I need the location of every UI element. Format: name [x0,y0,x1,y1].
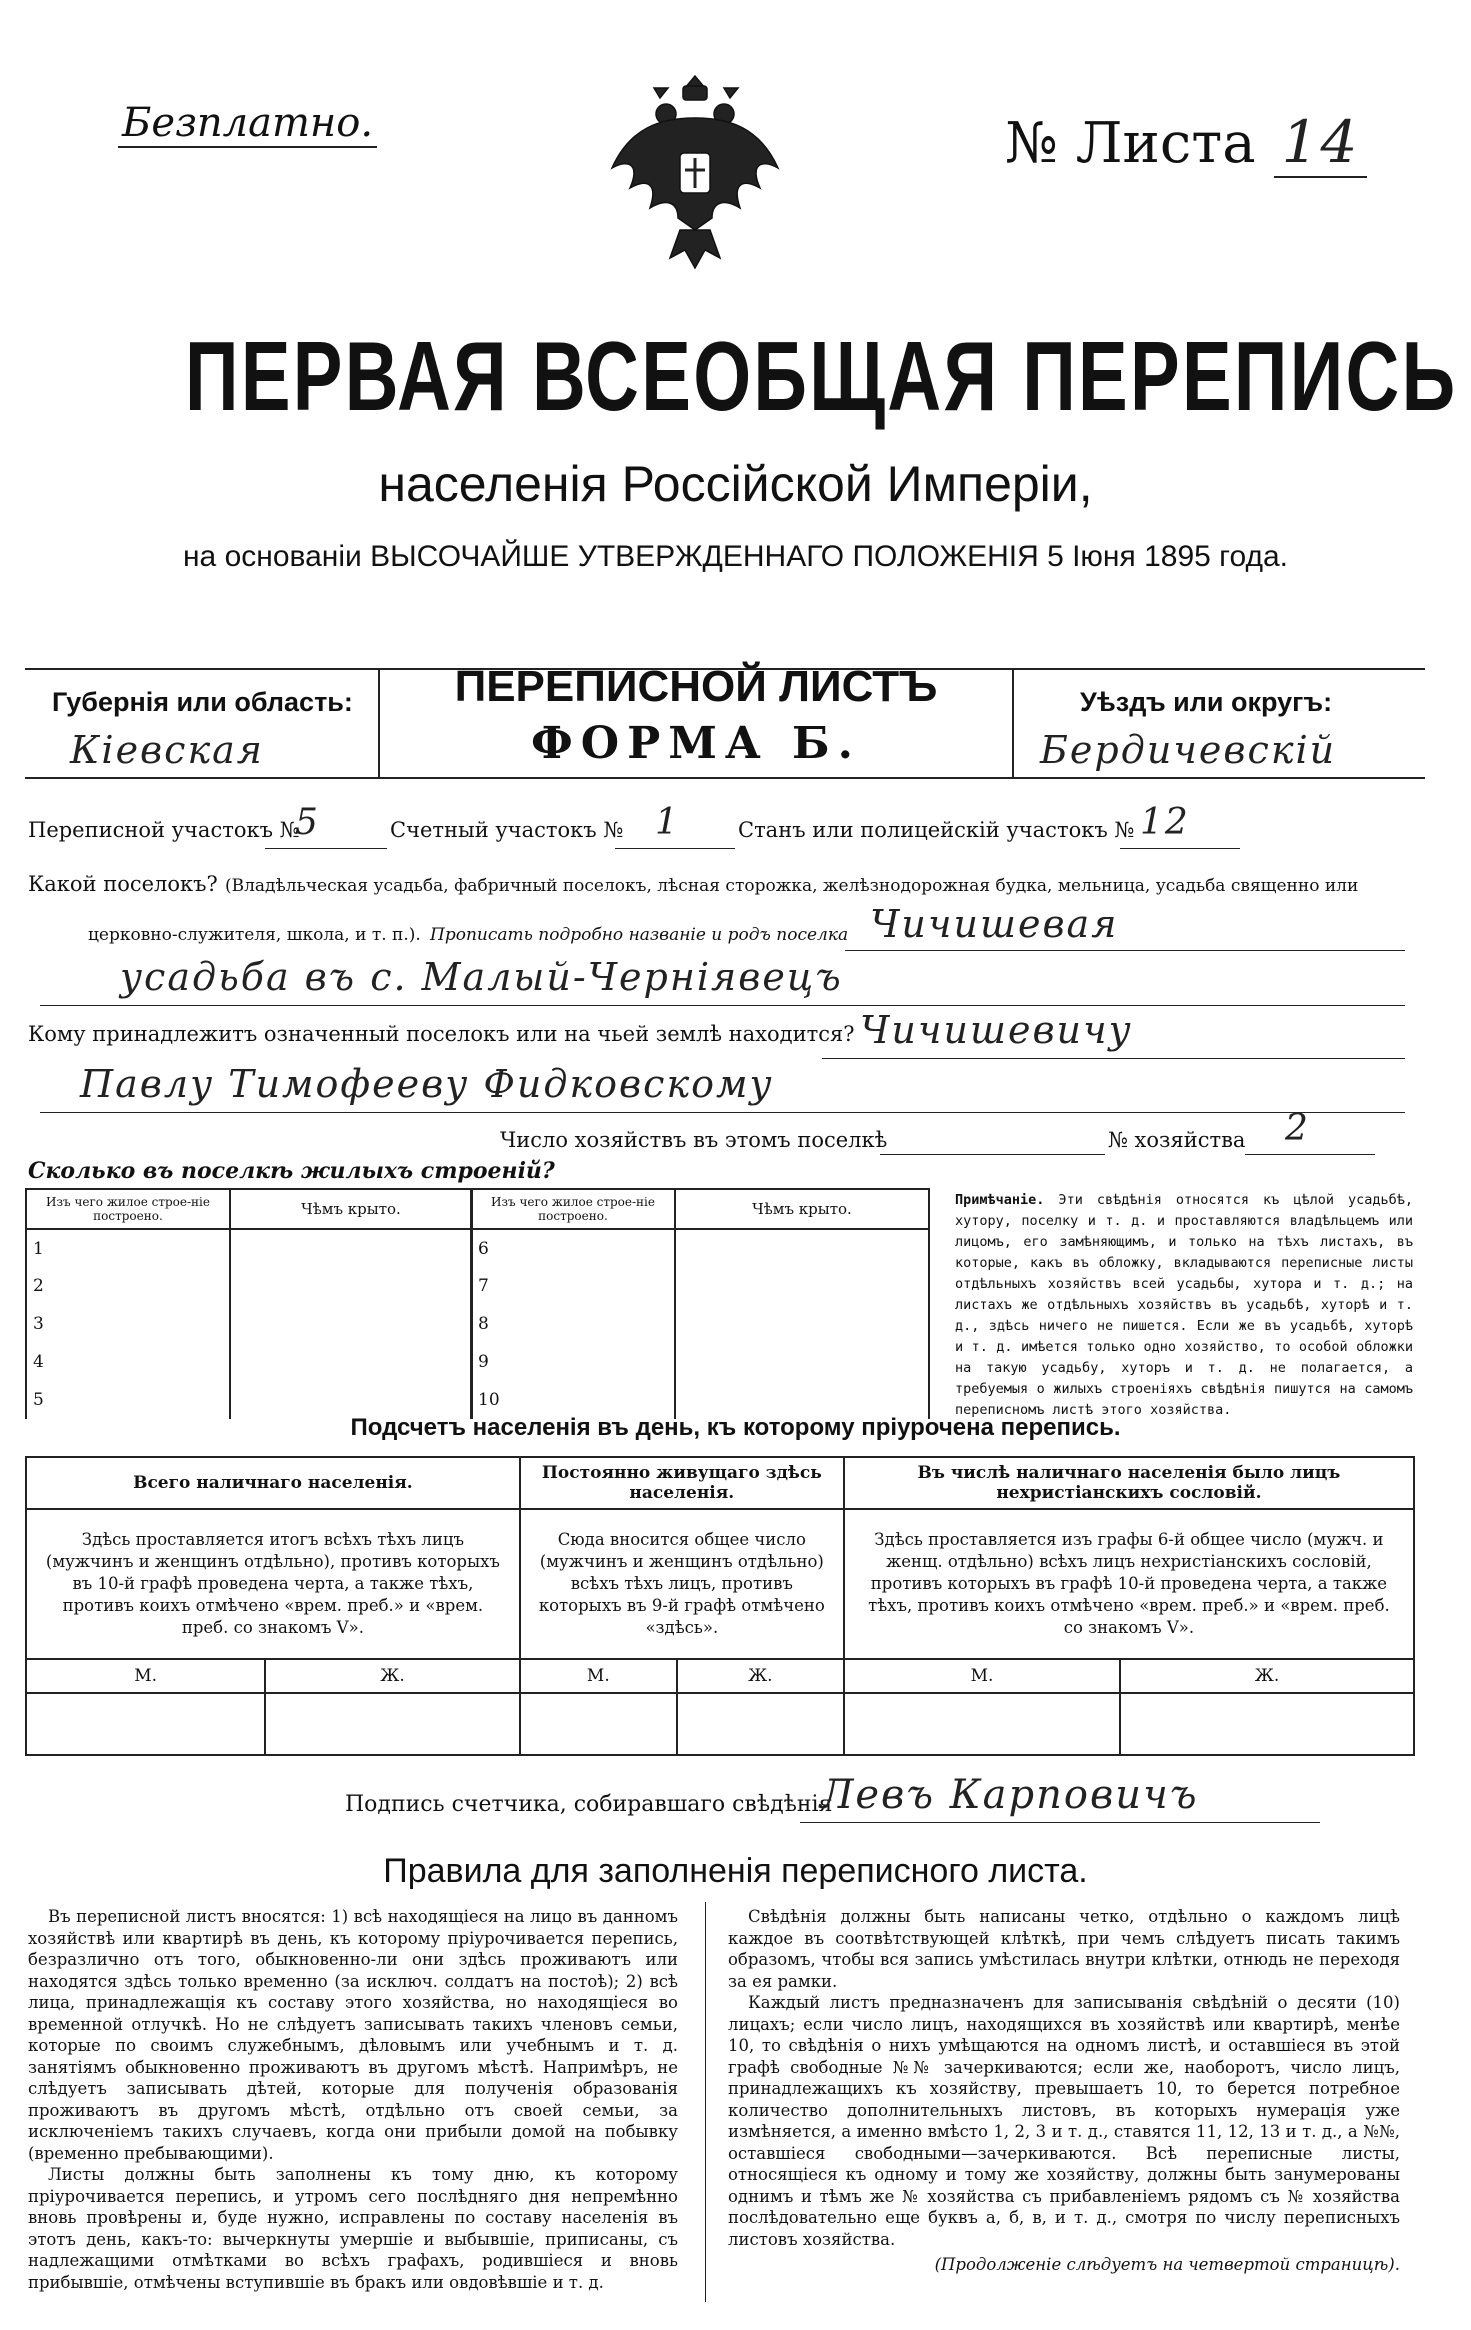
settlement-question: Какой поселокъ? [28,872,218,896]
rules-right-paragraph-1: Свѣдѣнія должны быть написаны четко, отдѣльно о каждомъ лицѣ каждое въ соотвѣтствующей клѣткѣ, при чемъ слѣдуетъ писать такимъ образомъ, чтобы вся запись умѣстилась внутри клѣтки, отнюдь не переходя за ея рамки. [728,1907,1400,1991]
owner-line-1 [822,1058,1405,1059]
male-column-label: М. [26,1659,265,1693]
province-label: Губернія или область: [52,687,353,717]
male-count-cell [844,1693,1120,1755]
sheet-number: 14 [1274,108,1368,178]
census-basis: на основаніи ВЫСОЧАЙШЕ УТВЕРЖДЕННАГО ПОЛОЖЕНІЯ 5 Іюня 1895 года. [182,540,1288,573]
rules-right-column [728,1906,1400,2276]
sheet-label: № Листа [1005,111,1256,176]
note-title: Примѣчаніе. [955,1192,1045,1208]
signature-label: Подпись счетчика, собиравшаго свѣдѣнія [345,1792,833,1817]
building-roof-cell [675,1229,929,1267]
female-column-label: Ж. [265,1659,520,1693]
building-row [26,1305,472,1343]
settlement-value-1: Чичишевая [870,902,1119,946]
police-section-line [1120,848,1240,849]
rules-title: Правила для заполненія переписного листа. [383,1852,1088,1890]
population-column-header: Всего наличнаго населенія. [26,1457,520,1509]
building-row [471,1267,929,1305]
building-row-number: 6 [471,1229,675,1267]
counter-signature: Левъ Карповичъ [820,1772,1199,1818]
building-row-number: 3 [26,1305,230,1343]
form-header-rule-bottom [25,777,1425,779]
free-label: Безплатно. [118,100,377,148]
households-count-label: Число хозяйствъ въ этомъ поселкѣ [500,1128,888,1152]
male-count-cell [26,1693,265,1755]
rules-right-paragraph-2: Каждый листъ предназначенъ для записыванія свѣдѣній о десяти (10) лицахъ; если число лицъ, находящихся въ хозяйствѣ или квартирѣ, менѣе 10, то свѣдѣнія о нихъ умѣщаются на одномъ листѣ, и оставшіеся въ этой графѣ свободные №№ зачеркиваются; если же, наоборотъ, число лицъ, принадлежащихъ къ хозяйству, превышаетъ 10, то берется потребное количество дополнительныхъ листовъ, въ которыхъ нумерація уже измѣняется, а именно вмѣсто 1, 2, 3 и т. д., ставятся 11, 12, 13 и т. д., а №№, оставшіеся свободными—зачеркиваются. Всѣ переписные листы, относящіеся къ одному и тому же хозяйству, должны быть занумерованы однимъ и тѣмъ же № хозяйства съ прибавленіемъ рядомъ съ № хозяйства послѣдовательно еще буквъ а, б, в, и т. д., смотря по числу переписныхъ листовъ хозяйства. [728,1993,1400,2249]
rules-column-divider [705,1902,706,2302]
male-column-label: М. [520,1659,677,1693]
building-row [26,1229,472,1267]
female-column-label: Ж. [1120,1659,1414,1693]
building-row-number: 8 [471,1305,675,1343]
rules-left-paragraph-1: Въ переписной листъ вносятся: 1) всѣ находящіеся на лицо въ данномъ хозяйствѣ или квартирѣ въ день, къ которому пріурочивается перепись, безразлично отъ того, обыкновенно-ли они здѣсь проживаютъ или находятся здѣсь только временно (за исключ. солдатъ на постоѣ); 2) всѣ лица, принадлежащія къ составу этого хозяйства, но находящіеся во временной отлучкѣ. Но не слѣдуетъ записывать такихъ членовъ семьи, которые по своимъ служебнымъ, дѣловымъ или учебнымъ и т. д. занятіямъ обыкновенно проживаютъ въ другомъ мѣстѣ. Напримѣръ, не слѣдуетъ записывать дѣтей, которые для полученія образованія проживаютъ въ другомъ мѣстѣ, отдѣльно отъ своей семьи, за исключеніемъ такихъ случаевъ, когда они прибыли домой на побывку (временно пребывающими). [28,1907,678,2163]
settlement-value-2: усадьба въ с. Малый-Черніявецъ [120,955,843,999]
female-count-cell [677,1693,844,1755]
female-column-label: Ж. [677,1659,844,1693]
settlement-hint-3: Прописать подробно названіе и родъ поселка [430,925,849,945]
household-number-line [1245,1154,1375,1155]
province-value: Кіевская [70,728,264,772]
settlement-hint-2: церковно-служителя, школа, и т. п.). [88,925,421,945]
building-roof-cell [230,1267,472,1305]
district-value: Бердичевскій [1040,728,1337,772]
building-roof-cell [230,1343,472,1381]
buildings-table-right [470,1188,930,1419]
rules-left-paragraph-2: Листы должны быть заполнены къ тому дню, къ которому пріурочивается перепись, и утромъ сего послѣдняго дня непремѣнно вновь провѣрены и, буде нужно, исправлены по составу населенія въ этотъ день, какъ-то: вычеркнуты умершіе и выбывшіе, приписаны, съ надлежащими отмѣтками во всѣхъ графахъ, родившіеся и вновь прибывшіе, отмѣчены вступившіе въ бракъ или овдовѣвшіе и т. д. [28,2165,678,2292]
census-section-line [265,848,387,849]
settlement-line-2 [40,1005,1405,1006]
form-title: ПЕРЕПИСНОЙ ЛИСТЪ [454,662,938,711]
police-section-value: 12 [1140,802,1190,843]
population-column-description: Здѣсь проставляется итогъ всѣхъ тѣхъ лицъ (мужчинъ и женщинъ отдѣльно), противъ которыхъ въ 10-й графѣ проведена черта, а также тѣхъ, противъ коихъ отмѣчено «врем. преб.» и «врем. преб. со знакомъ V». [26,1509,520,1659]
col-material-header: Изъ чего жилое строе-ніе построено. [471,1189,675,1229]
col-roof-header: Чѣмъ крыто. [230,1189,472,1229]
census-section-label: Переписной участокъ № [28,818,300,842]
household-number-value: 2 [1285,1108,1310,1149]
building-row-number: 1 [26,1229,230,1267]
counting-section-label: Счетный участокъ № [390,818,624,842]
building-row [471,1305,929,1343]
building-row-number: 9 [471,1343,675,1381]
female-count-cell [1120,1693,1414,1755]
population-column-header: Постоянно живущаго здѣсь населенія. [520,1457,844,1509]
note-block [955,1190,1413,1421]
owner-value-1: Чичишевичу [860,1008,1133,1052]
building-row-number: 4 [26,1343,230,1381]
settlement-hint-1: (Владѣльческая усадьба, фабричный поселокъ, лѣсная сторожка, желѣзнодорожная будка, мельница, усадьба священно или [225,876,1359,896]
household-number-label: № хозяйства [1108,1128,1246,1152]
male-column-label: М. [844,1659,1120,1693]
form-header-divider-right [1012,668,1014,778]
note-text: Эти свѣдѣнія относятся къ цѣлой усадьбѣ, хутору, поселку и т. д. и проставляются владѣльцемъ или лицомъ, его замѣняющимъ, и только на тѣхъ листахъ, въ которые, какъ въ обложку, вкладываются переписные листы отдѣльныхъ хозяйствъ всей усадьбы, хутора и т. д.; на листахъ же отдѣльныхъ хозяйствъ въ усадьбѣ, хуторѣ и т. д., здѣсь ничего не пишется. Если же въ усадьбѣ, хуторѣ и т. д. имѣется только одно хозяйство, то особой обложки на такую усадьбу, хуторъ и т. д. не полагается, а требуемыя о жилыхъ строеніяхъ свѣдѣнія пишутся на самомъ переписномъ листѣ этого хозяйства. [955,1192,1413,1418]
building-row [26,1343,472,1381]
census-section-value: 5 [295,802,320,843]
building-row-number: 7 [471,1267,675,1305]
counting-section-line [615,848,735,849]
counting-section-value: 1 [655,802,680,843]
imperial-eagle-emblem [600,58,790,278]
population-title: Подсчетъ населенія въ день, къ которому пріурочена перепись. [350,1414,1121,1441]
building-row [26,1267,472,1305]
census-subtitle: населенія Россійской Имперіи, [378,456,1093,512]
signature-line [800,1822,1320,1823]
owner-line-2 [40,1112,1405,1113]
buildings-table-left [25,1188,473,1419]
population-table [25,1456,1415,1756]
building-row-number: 10 [471,1381,675,1419]
census-title: ПЕРВАЯ ВСЕОБЩАЯ ПЕРЕПИСЬ [185,321,1458,431]
building-row-number: 2 [26,1267,230,1305]
owner-value-2: Павлу Тимофееву Фидковскому [80,1062,774,1106]
households-count-line [880,1154,1105,1155]
building-roof-cell [230,1229,472,1267]
male-count-cell [520,1693,677,1755]
owner-question: Кому принадлежитъ означенный поселокъ или на чьей землѣ находится? [28,1022,855,1046]
population-column-description: Здѣсь проставляется изъ графы 6-й общее число (мужч. и женщ. отдѣльно) всѣхъ лицъ нехристіанскихъ сословій, противъ которыхъ въ графѣ 10-й проведена черта, а также тѣхъ, противъ коихъ отмѣчено «врем. преб.» и «врем. преб. со знакомъ V». [844,1509,1414,1659]
col-roof-header: Чѣмъ крыто. [675,1189,929,1229]
building-roof-cell [675,1343,929,1381]
buildings-question: Сколько въ поселкѣ жилыхъ строеній? [28,1158,555,1184]
population-column-header: Въ числѣ наличнаго населенія было лицъ нехристіанскихъ сословій. [844,1457,1414,1509]
building-row-number: 5 [26,1381,230,1419]
population-column-description: Сюда вносится общее число (мужчинъ и женщинъ отдѣльно) всѣхъ тѣхъ лицъ, противъ которыхъ въ 9-й графѣ отмѣчено «здѣсь». [520,1509,844,1659]
building-roof-cell [230,1305,472,1343]
rules-continued: (Продолженіе слѣдуетъ на четвертой страницѣ). [934,2255,1400,2274]
building-row [471,1229,929,1267]
col-material-header: Изъ чего жилое строе-ніе построено. [26,1189,230,1229]
sheet-number-block [1005,108,1367,176]
police-section-label: Станъ или полицейскій участокъ № [738,818,1135,842]
rules-left-column [28,1906,678,2293]
form-type: ФОРМА Б. [531,718,861,769]
district-label: Уѣздъ или округъ: [1080,687,1333,717]
female-count-cell [265,1693,520,1755]
building-roof-cell [675,1305,929,1343]
building-roof-cell [675,1267,929,1305]
building-row [471,1343,929,1381]
settlement-line-1 [845,950,1405,951]
